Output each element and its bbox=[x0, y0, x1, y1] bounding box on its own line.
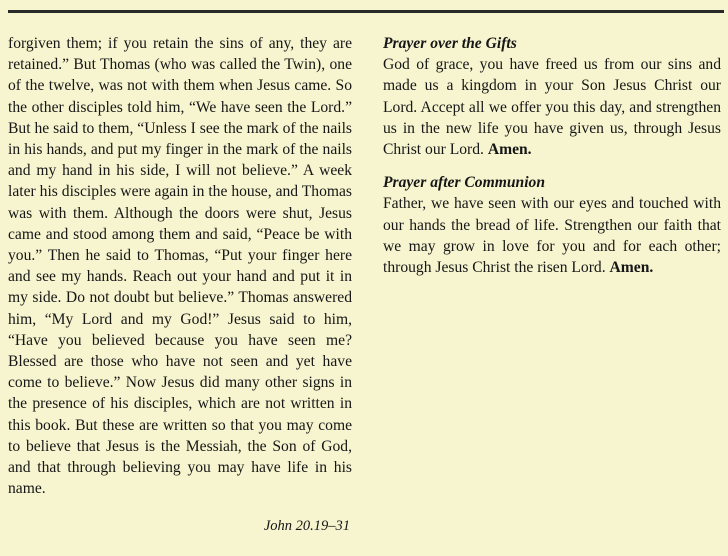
prayer-after-communion-heading: Prayer after Communion bbox=[383, 174, 546, 192]
prayer-after-communion bbox=[383, 172, 721, 278]
top-rule bbox=[8, 10, 724, 13]
prayer-over-gifts-amen: Amen. bbox=[487, 141, 532, 159]
prayer-over-gifts bbox=[383, 33, 721, 160]
gospel-reading bbox=[8, 33, 352, 499]
gospel-citation: John 20.19–31 bbox=[263, 518, 350, 534]
prayer-over-gifts-body: God of grace, you have freed us from our sins and made us a kingdom in your Son Jesus Christ our Lord. Accept all we offer you this day, and strengthen us in the new life you have given us, through Jesus Christ our Lord. bbox=[383, 56, 721, 159]
prayer-after-communion-text bbox=[383, 193, 721, 278]
prayers-column bbox=[383, 33, 721, 278]
gospel-reading-text: forgiven them; if you retain the sins of any, they are retained.” But Thomas (who was called the Twin), one of the twelve, was not with them when Jesus came. So the other disciples told him, “We have seen the Lord.” But he said to them, “Unless I see the mark of the nails in his hands, and put my finger in the mark of the nails and my hand in his side, I will not believe.” A week later his disciples were again in the house, and Thomas was with them. Although the doors were shut, Jesus came and stood among them and said, “Peace be with you.” Then he said to Thomas, “Put your finger here and see my hands. Reach out your hand and put it in my side. Do not doubt but believe.” Thomas answered him, “My Lord and my God!” Jesus said to him, “Have you believed because you have seen me? Blessed are those who have not seen and yet have come to believe.” Now Jesus did many other signs in the presence of his disciples, which are not written in this book. But these are written so that you may come to believe that Jesus is the Messiah, the Son of God, and that through believing you may have life in his name. bbox=[8, 35, 352, 498]
prayer-over-gifts-text bbox=[383, 54, 721, 160]
prayer-over-gifts-heading: Prayer over the Gifts bbox=[383, 35, 517, 52]
prayer-after-communion-amen: Amen. bbox=[609, 259, 654, 277]
prayer-after-communion-body: Father, we have seen with our eyes and touched with our hands the bread of life. Strengthen our faith that we may grow in love for you and for each other; through Jesus Christ the risen Lord. bbox=[383, 195, 721, 277]
